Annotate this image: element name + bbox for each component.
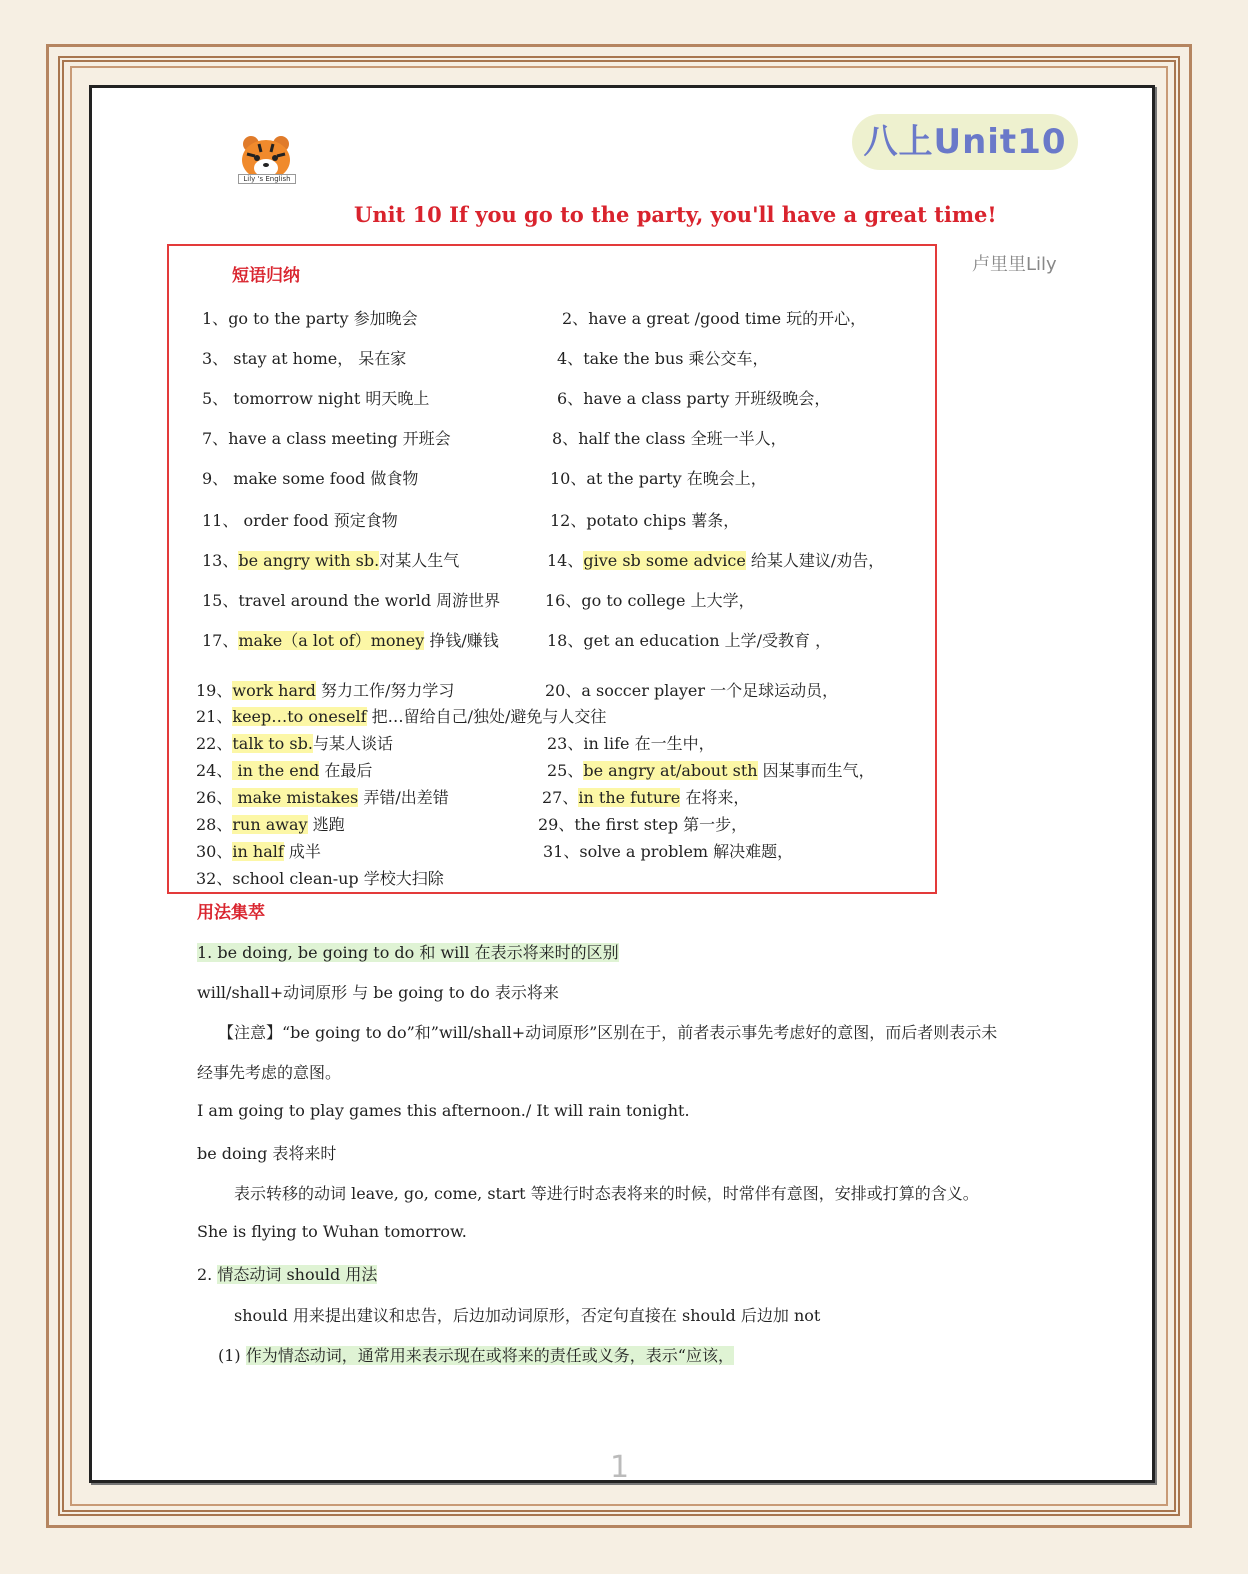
phrase-number: 16、 [545,591,582,610]
phrase-english: the first step [574,815,679,834]
phrase-chinese: 在晚会上， [681,469,767,488]
phrase-chinese: 预定食物 [328,511,398,530]
phrase-chinese: 参加晚会 [348,309,418,328]
usage-note: 【注意】“be going to do”和”will/shall+动词原形”区别在于，前者表示事先考虑好的意图，而后者则表示未 [218,1023,998,1042]
phrase-chinese: 周游世界 [431,591,501,610]
usage-line-9-num: 2. [197,1265,213,1284]
phrase-english: talk to sb. [232,734,313,753]
phrase-item [557,346,769,369]
phrase-english: be angry at/about sth [583,761,758,780]
phrase-english: make mistakes [232,788,359,807]
phrase-item [196,839,321,862]
phrase-english: go to college [581,591,686,610]
phrase-item [202,306,418,329]
logo-caption: Lily 's English [238,174,296,184]
phrase-item [552,426,787,449]
phrase-item [196,731,393,754]
phrase-number: 26、 [196,788,233,807]
phrase-item [196,758,372,781]
phrase-number: 32、 [196,869,233,888]
phrase-number: 22、 [196,734,233,753]
phrase-item [538,812,747,835]
phrase-number: 8、 [552,429,579,448]
phrase-english: in the end [232,761,320,780]
phrase-number: 2、 [562,309,589,328]
usage-line-9 [197,1262,377,1285]
phrase-english: have a class party [583,389,730,408]
phrase-english: take the bus [583,349,684,368]
phrase-chinese: 呆在家 [353,349,407,368]
phrase-chinese: 开班会 [397,429,451,448]
phrases-heading: 短语归纳 [232,266,300,286]
phrase-number: 25、 [547,761,584,780]
phrase-english: work hard [232,681,316,700]
phrase-number: 31、 [543,842,580,861]
phrase-item [202,426,451,449]
usage-line-11-text: 作为情态动词，通常用来表示现在或将来的责任或义务，表示“应该， [245,1346,734,1365]
phrase-number: 9、 [202,469,229,488]
phrase-chinese: 在最后 [319,761,373,780]
phrase-chinese: 给某人建议/劝告， [745,551,885,570]
phrase-number: 12、 [550,511,587,530]
usage-line-9-text: 情态动词 should 用法 [217,1265,378,1284]
phrase-chinese: 在一生中， [629,734,715,753]
phrase-item [562,306,866,329]
page-number: 1 [610,1450,630,1485]
phrase-number: 15、 [202,591,239,610]
phrase-number: 13、 [202,551,239,570]
phrase-chinese: 明天晚上 [360,389,430,408]
phrase-number: 29、 [538,815,575,834]
phrase-english: be angry with sb. [238,551,380,570]
phrase-number: 20、 [545,681,582,700]
phrase-english: run away [232,815,308,834]
phrase-chinese: 弄错/出差错 [358,788,449,807]
phrase-english: have a great /good time [588,309,782,328]
phrase-english: in half [232,842,284,861]
phrase-chinese: 乘公交车， [683,349,769,368]
phrase-number: 11、 [202,511,239,530]
phrase-item [543,839,793,862]
phrase-number: 19、 [196,681,233,700]
phrase-chinese: 努力工作/努力学习 [315,681,455,700]
phrase-chinese: 在将来， [680,788,750,807]
usage-line-11-num: (1) [218,1346,241,1365]
unit-tag: 八上Unit10 [852,114,1078,170]
phrase-chinese: 学校大扫除 [358,869,444,888]
usage-note-cont: 经事先考虑的意图。 [197,1063,342,1082]
author-watermark: 卢里里Lily [972,254,1057,275]
phrase-number: 24、 [196,761,233,780]
phrase-english: a soccer player [581,681,706,700]
phrase-number: 23、 [547,734,584,753]
phrase-number: 27、 [542,788,579,807]
phrase-chinese: 逃跑 [307,815,345,834]
phrase-chinese: 一个足球运动员， [705,681,839,700]
phrase-english: solve a problem [579,842,709,861]
phrase-number: 21、 [196,707,233,726]
phrase-item [196,812,345,835]
phrase-item [202,508,398,531]
phrase-item [557,386,830,409]
phrase-item [202,588,500,611]
phrase-chinese: 成半 [283,842,321,861]
phrase-number: 14、 [547,551,584,570]
usage-line-1-text: 1. be doing, be going to do 和 will 在表示将来时的区别 [197,943,619,962]
phrase-english: get an education [583,631,720,650]
phrase-chinese: 第一步， [678,815,748,834]
usage-example-1: I am going to play games this afternoon./ It will rain tonight. [197,1101,690,1120]
phrase-item [547,731,715,754]
usage-line-6: be doing 表将来时 [197,1144,337,1163]
phrase-item [550,466,767,489]
page-title: Unit 10 If you go to the party, you'll have a great time! [354,202,997,227]
phrase-item [202,548,459,571]
phrase-chinese: 玩的开心， [781,309,867,328]
phrase-item [196,704,606,727]
phrase-number: 17、 [202,631,239,650]
phrase-chinese: 把…留给自己/独处/避免与人交往 [366,707,607,726]
usage-example-2: She is flying to Wuhan tomorrow. [197,1222,467,1241]
usage-line-1 [197,940,619,963]
phrase-item [550,508,739,531]
phrase-item [196,785,449,808]
phrase-english: make some food [228,469,366,488]
phrase-item [545,678,838,701]
phrase-item [547,548,884,571]
phrase-chinese: 做食物 [365,469,419,488]
phrase-english: potato chips [586,511,687,530]
phrase-item [202,466,418,489]
phrase-english: order food [238,511,329,530]
phrase-number: 3、 [202,349,229,368]
usage-line-10: should 用来提出建议和忠告，后边加动词原形，否定句直接在 should 后边加 not [234,1306,821,1325]
phrase-item [547,758,875,781]
document-page [89,85,1155,1483]
phrase-english: at the party [586,469,682,488]
phrase-item [202,346,406,369]
phrase-english: school clean-up [232,869,359,888]
phrase-item [196,678,454,701]
phrase-english: in the future [578,788,681,807]
phrase-english: have a class meeting [228,429,398,448]
phrase-english: go to the party [228,309,349,328]
phrase-number: 1、 [202,309,229,328]
phrase-number: 28、 [196,815,233,834]
phrase-english: give sb some advice [583,551,746,570]
phrase-chinese: 因某事而生气， [757,761,875,780]
phrase-item [547,628,831,651]
phrase-item [545,588,755,611]
phrase-chinese: 解决难题， [708,842,794,861]
phrase-item [202,628,499,651]
phrase-english: stay at home， [228,349,354,368]
phrase-number: 10、 [550,469,587,488]
phrase-item [196,866,444,889]
phrase-number: 4、 [557,349,584,368]
phrase-number: 6、 [557,389,584,408]
phrase-english: make（a lot of）money [238,631,425,650]
usage-line-11 [218,1343,734,1366]
phrase-item [542,785,749,808]
phrase-english: half the class [578,429,686,448]
phrase-chinese: 全班一半人， [685,429,787,448]
phrase-english: travel around the world [238,591,432,610]
phrase-item [202,386,429,409]
usage-line-7: 表示转移的动词 leave, go, come, start 等进行时态表将来的时候，时常伴有意图，安排或打算的含义。 [234,1184,979,1203]
phrase-chinese: 薯条， [686,511,740,530]
phrase-number: 18、 [547,631,584,650]
phrase-english: in life [583,734,630,753]
phrase-chinese: 对某人生气 [379,551,460,570]
phrase-chinese: 上学/受教育 ， [719,631,832,650]
usage-line-2: will/shall+动词原形 与 be going to do 表示将来 [197,983,559,1002]
phrase-chinese: 挣钱/赚钱 [424,631,499,650]
phrase-number: 30、 [196,842,233,861]
phrase-english: keep…to oneself [232,707,367,726]
phrase-english: tomorrow night [228,389,361,408]
phrase-number: 7、 [202,429,229,448]
phrase-chinese: 上大学， [685,591,755,610]
phrase-number: 5、 [202,389,229,408]
phrase-chinese: 与某人谈话 [312,734,393,753]
usage-heading: 用法集萃 [197,903,265,923]
phrase-chinese: 开班级晚会， [729,389,831,408]
